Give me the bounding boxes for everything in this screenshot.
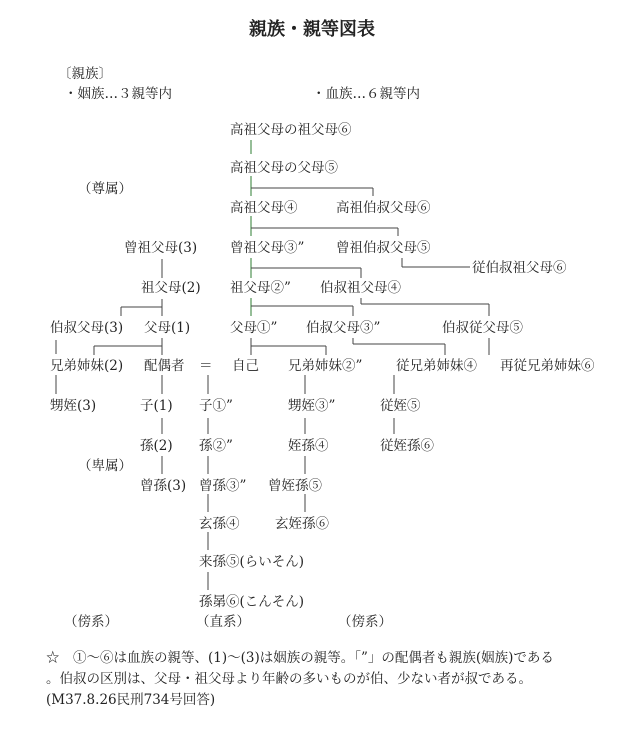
node-haigusha: 配偶者	[144, 358, 185, 374]
node-sofubo-affinity: 祖父母(2)	[141, 280, 201, 296]
node-gen-tetsuson: 玄姪孫⑥	[275, 516, 329, 532]
node-ju-tetsuson: 従姪孫⑥	[380, 438, 434, 454]
node-koso: 高祖父母④	[230, 200, 298, 216]
node-himago-affinity: 曾孫(3)	[140, 478, 187, 494]
node-koso-hakushuku: 高祖伯叔父母⑥	[336, 200, 431, 216]
node-tetsuson: 姪孫④	[288, 438, 329, 454]
node-konson: 孫晜⑥(こんそん)	[199, 594, 305, 610]
label-collateral-left: （傍系）	[64, 614, 118, 630]
node-himago: 曾孫③”	[199, 478, 247, 494]
node-oimei-affinity: 甥姪(3)	[50, 398, 97, 414]
node-hakushuku-affinity: 伯叔父母(3)	[50, 320, 124, 336]
label-ascendants: （尊属）	[78, 181, 132, 197]
node-ko-affinity: 子(1)	[140, 398, 173, 414]
node-ju-hakushuku-so: 従伯叔祖父母⑥	[472, 260, 567, 276]
label-direct: （直系）	[196, 614, 250, 630]
node-koso-sofubo: 高祖父母の祖父母⑥	[230, 122, 352, 138]
node-genson: 玄孫④	[199, 516, 240, 532]
node-fubo: 父母①”	[230, 320, 278, 336]
node-soso-affinity: 曾祖父母(3)	[124, 240, 198, 256]
label-collateral-right: （傍系）	[338, 614, 392, 630]
node-ju-oimei: 従姪⑤	[380, 398, 421, 414]
node-hakushuku: 伯叔父母③”	[306, 320, 381, 336]
node-so-tetsuson: 曾姪孫⑤	[268, 478, 322, 494]
note-line-1: ☆ ①～⑥は血族の親等、(1)～(3)は姻族の親等。「”」の配偶者も親族(姻族)である	[46, 650, 554, 666]
node-raison: 来孫⑤(らいそん)	[199, 554, 305, 570]
node-mago: 孫②”	[199, 438, 233, 454]
node-jiko: 自己	[232, 358, 259, 374]
node-sofubo: 祖父母②”	[230, 280, 291, 296]
node-ju-hakushuku: 伯叔従父母⑤	[442, 320, 523, 336]
page-title: 親族・親等図表	[249, 19, 375, 40]
node-equals: ＝	[199, 358, 213, 374]
node-ju-kyodai: 従兄弟姉妹④	[396, 358, 477, 374]
legend-heading: 〔親族〕	[58, 66, 112, 82]
node-ko: 子①”	[199, 398, 233, 414]
node-oimei: 甥姪③”	[288, 398, 336, 414]
legend-blood: ・血族…６親等内	[312, 86, 420, 102]
note-line-3: (M37.8.26民刑734号回答)	[46, 692, 216, 708]
node-mago-affinity: 孫(2)	[140, 438, 173, 454]
node-koso-fubo: 高祖父母の父母⑤	[230, 160, 338, 176]
node-kyodai: 兄弟姉妹②”	[288, 358, 363, 374]
legend-affinity: ・姻族…３親等内	[64, 86, 172, 102]
note-line-2: 。伯叔の区別は、父母・祖父母より年齢の多いものが伯、少ない者が叔である。	[46, 671, 532, 687]
node-soso: 曾祖父母③”	[230, 240, 305, 256]
node-hakushuku-so: 伯叔祖父母④	[320, 280, 401, 296]
node-kyodai-affinity: 兄弟姉妹(2)	[50, 358, 124, 374]
node-saiju-kyodai: 再従兄弟姉妹⑥	[500, 358, 595, 374]
node-soso-hakushuku: 曾祖伯叔父母⑤	[336, 240, 431, 256]
label-descendants: （卑属）	[78, 458, 132, 474]
node-fubo-affinity: 父母(1)	[144, 320, 191, 336]
